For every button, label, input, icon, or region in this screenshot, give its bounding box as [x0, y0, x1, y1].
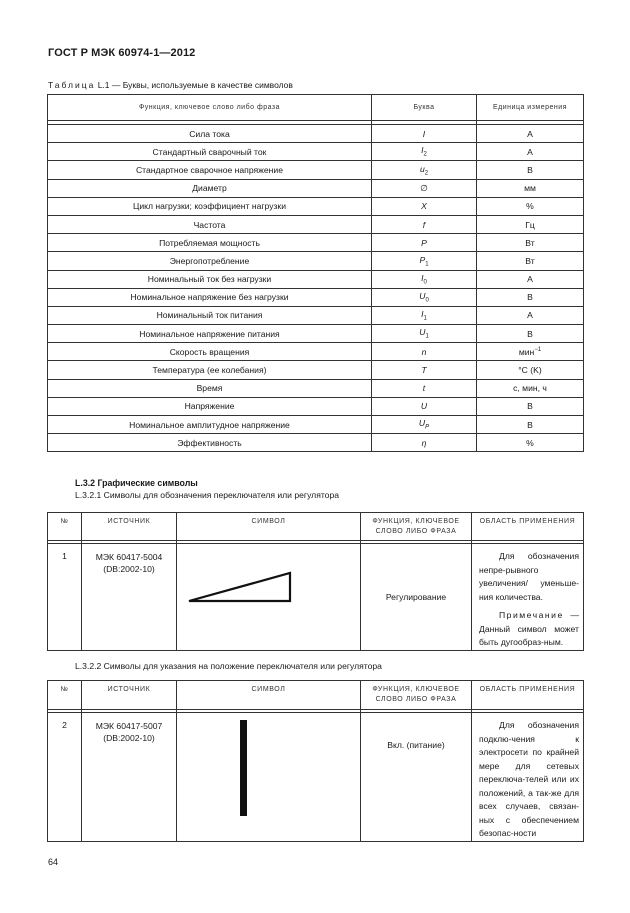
source-db: (DB:2002-10) [103, 733, 155, 743]
letter-cell [372, 197, 477, 215]
function-cell: Эффективность [177, 437, 242, 448]
unit-text: Вт [525, 237, 535, 248]
letter-symbol: ∅ [420, 182, 428, 193]
letter-symbol: X [421, 201, 427, 212]
letter-symbol: P [421, 237, 427, 248]
letter-cell [372, 397, 477, 415]
symbol-table-2 [47, 680, 584, 842]
function-cell: Сила тока [48, 125, 372, 143]
unit-cell [477, 343, 584, 361]
table-row [48, 215, 584, 233]
letter-symbol: f [422, 219, 426, 230]
letter-cell [372, 416, 477, 434]
letter-symbol: I [422, 128, 426, 139]
unit-text: °C (K) [518, 365, 542, 376]
letter-symbol: t [422, 383, 426, 394]
unit-cell [477, 215, 584, 233]
column-header-num: № [48, 681, 82, 710]
table-row [48, 343, 584, 361]
unit-cell [477, 397, 584, 415]
letter-symbol: U [420, 401, 428, 412]
column-header-source: ИСТОЧНИК [82, 681, 177, 710]
ramp-triangle-icon [177, 544, 361, 635]
unit-text: мм [524, 183, 536, 194]
column-header-letter: Буква [372, 95, 477, 121]
letter-cell [372, 270, 477, 288]
function-cell: Номинальный ток без нагрузки [48, 270, 372, 288]
unit-text: В [527, 292, 533, 303]
function-cell: Напряжение [48, 397, 372, 415]
unit-cell [477, 361, 584, 379]
unit-cell [477, 234, 584, 252]
area-text: Для обозначения подклю-чения к электросети по крайней мере для сетевых переключа-телей или их положений, а так-же для всех случаев, связан-ных с обеспечением безопас-ности [479, 720, 579, 838]
function-cell: Время [48, 379, 372, 397]
letter-cell [372, 379, 477, 397]
letter-symbol: U [418, 418, 426, 429]
letter-cell [372, 234, 477, 252]
unit-text: A [527, 310, 533, 321]
subsection-title-1: L.3.2.1 Символы для обозначения переключателя или регулятора [75, 490, 340, 500]
column-header-symbol: СИМВОЛ [177, 681, 361, 710]
table-row [48, 397, 584, 415]
function-cell: Цикл нагрузки; коэффициент нагрузки [48, 197, 372, 215]
function-cell: Номинальное напряжение питания [48, 325, 372, 343]
function-cell: Диаметр [48, 179, 372, 197]
unit-cell [477, 288, 584, 306]
page-number: 64 [48, 857, 59, 867]
table-caption-text: L.1 — Буквы, используемые в качестве символов [95, 80, 293, 90]
letter-symbol: u [419, 163, 425, 174]
unit-cell [477, 161, 584, 179]
table-row [48, 288, 584, 306]
letter-symbol: P [419, 254, 426, 265]
column-header-area: ОБЛАСТЬ ПРИМЕНЕНИЯ [472, 681, 584, 710]
function-cell: Номинальное напряжение без нагрузки [48, 288, 372, 306]
letter-subscript: 1 [423, 315, 427, 322]
symbol-application-area [472, 544, 584, 651]
table-row [48, 325, 584, 343]
table-row [48, 179, 584, 197]
column-header-function: ФУНКЦИЯ, КЛЮЧЕВОЕ СЛОВО ЛИБО ФРАЗА [361, 513, 472, 541]
table-row [48, 270, 584, 288]
letter-cell [372, 361, 477, 379]
area-note [479, 609, 579, 650]
letter-symbol: I [421, 145, 424, 156]
symbol-source [82, 544, 177, 651]
letter-subscript: P [425, 424, 430, 431]
function-cell: Скорость вращения [48, 343, 372, 361]
symbol-application-area [472, 713, 584, 842]
table-caption-prefix: Таблица [48, 80, 96, 90]
letter-cell [372, 434, 477, 452]
table-row [48, 306, 584, 324]
table-row [48, 713, 584, 842]
table-caption [48, 80, 293, 90]
letter-subscript: 0 [425, 297, 429, 304]
unit-cell [477, 379, 584, 397]
source-standard: МЭК 60417-5004 [95, 552, 163, 562]
letter-subscript: 2 [424, 170, 429, 177]
unit-cell [477, 197, 584, 215]
function-cell: Номинальный ток питания [48, 306, 372, 324]
column-header-area: ОБЛАСТЬ ПРИМЕНЕНИЯ [472, 513, 584, 541]
unit-text: % [526, 201, 534, 212]
symbol-number: 1 [62, 551, 67, 561]
function-cell: Частота [48, 215, 372, 233]
unit-cell [477, 416, 584, 434]
unit-text: % [526, 437, 534, 448]
table-row [48, 361, 584, 379]
letter-cell [372, 252, 477, 270]
letter-symbol: U [419, 327, 426, 338]
unit-cell [477, 125, 584, 143]
table-row [48, 143, 584, 161]
letter-subscript: 1 [425, 334, 429, 341]
unit-text: мин [518, 346, 535, 357]
letter-cell [372, 325, 477, 343]
area-text: Для обозначения непре-рывного увеличения/ уменьше-ния количества. [479, 551, 579, 602]
unit-cell [477, 143, 584, 161]
letter-symbol: I [421, 309, 424, 320]
symbol-function: Вкл. (питание) [361, 713, 472, 842]
letter-subscript: 0 [423, 279, 427, 286]
document-header: ГОСТ Р МЭК 60974-1—2012 [48, 47, 196, 59]
letter-symbol: n [421, 346, 427, 357]
symbol-source [82, 713, 177, 842]
source-db: (DB:2002-10) [103, 564, 155, 574]
unit-text: с, мин, ч [513, 383, 547, 394]
symbol-number: 2 [62, 720, 67, 730]
function-cell: Стандартное сварочное напряжение [48, 161, 372, 179]
unit-cell [477, 179, 584, 197]
column-header-function: ФУНКЦИЯ, КЛЮЧЕВОЕ СЛОВО ЛИБО ФРАЗА [361, 681, 472, 710]
section-title: L.3.2 Графические символы [75, 478, 198, 488]
symbol-cell [177, 713, 361, 842]
source-standard: МЭК 60417-5007 [95, 721, 163, 731]
letter-cell [372, 288, 477, 306]
column-header-unit: Единица измерения [477, 95, 584, 121]
letter-cell [372, 179, 477, 197]
column-header-symbol: СИМВОЛ [177, 513, 361, 541]
letter-cell [372, 215, 477, 233]
column-header-source: ИСТОЧНИК [82, 513, 177, 541]
unit-cell [477, 270, 584, 288]
table-row [48, 234, 584, 252]
letter-subscript: 1 [425, 261, 429, 268]
letter-cell [372, 343, 477, 361]
letters-table [47, 94, 584, 452]
letter-cell [372, 161, 477, 179]
unit-text: A [527, 128, 533, 139]
letter-cell [372, 143, 477, 161]
unit-cell [477, 306, 584, 324]
table-row [48, 161, 584, 179]
symbol-cell [177, 544, 361, 651]
table-row [48, 434, 584, 452]
unit-text: В [527, 328, 533, 339]
column-header-function: Функция, ключевое слово либо фраза [48, 95, 372, 121]
table-row [48, 197, 584, 215]
unit-cell [477, 434, 584, 452]
unit-text: В [527, 419, 533, 430]
function-cell: Потребляемая мощность [48, 234, 372, 252]
unit-text: A [527, 146, 533, 157]
table-row [48, 252, 584, 270]
unit-text: A [527, 274, 533, 285]
letter-symbol: I [421, 272, 424, 283]
unit-text: В [527, 401, 533, 412]
note-label: Примечание [499, 610, 564, 620]
table-row [48, 416, 584, 434]
table-row [48, 379, 584, 397]
unit-text: В [527, 164, 533, 175]
table-row [48, 544, 584, 651]
letter-symbol: U [419, 290, 426, 301]
function-cell: Номинальное амплитудное напряжение [48, 416, 372, 434]
unit-cell [477, 252, 584, 270]
symbol-function: Регулирование [361, 544, 472, 651]
function-cell: Температура (ее колебания) [48, 361, 372, 379]
letter-symbol: T [421, 365, 427, 376]
letter-cell [372, 306, 477, 324]
letter-symbol: η [421, 437, 427, 448]
table-row [48, 125, 584, 143]
subsection-title-2: L.3.2.2 Символы для указания на положение переключателя или регулятора [75, 661, 382, 671]
unit-superscript: −1 [534, 346, 542, 353]
function-cell: Энергопотребление [48, 252, 372, 270]
unit-cell [477, 325, 584, 343]
note-text: — Данный символ может быть дугообраз-ным. [479, 610, 579, 647]
unit-text: Гц [525, 219, 535, 230]
symbol-table-1 [47, 512, 584, 651]
vertical-bar-icon [177, 713, 361, 825]
function-cell: Стандартный сварочный ток [48, 143, 372, 161]
letter-subscript: 2 [423, 152, 427, 159]
letter-cell [372, 125, 477, 143]
unit-text: Вт [525, 255, 535, 266]
column-header-num: № [48, 513, 82, 541]
